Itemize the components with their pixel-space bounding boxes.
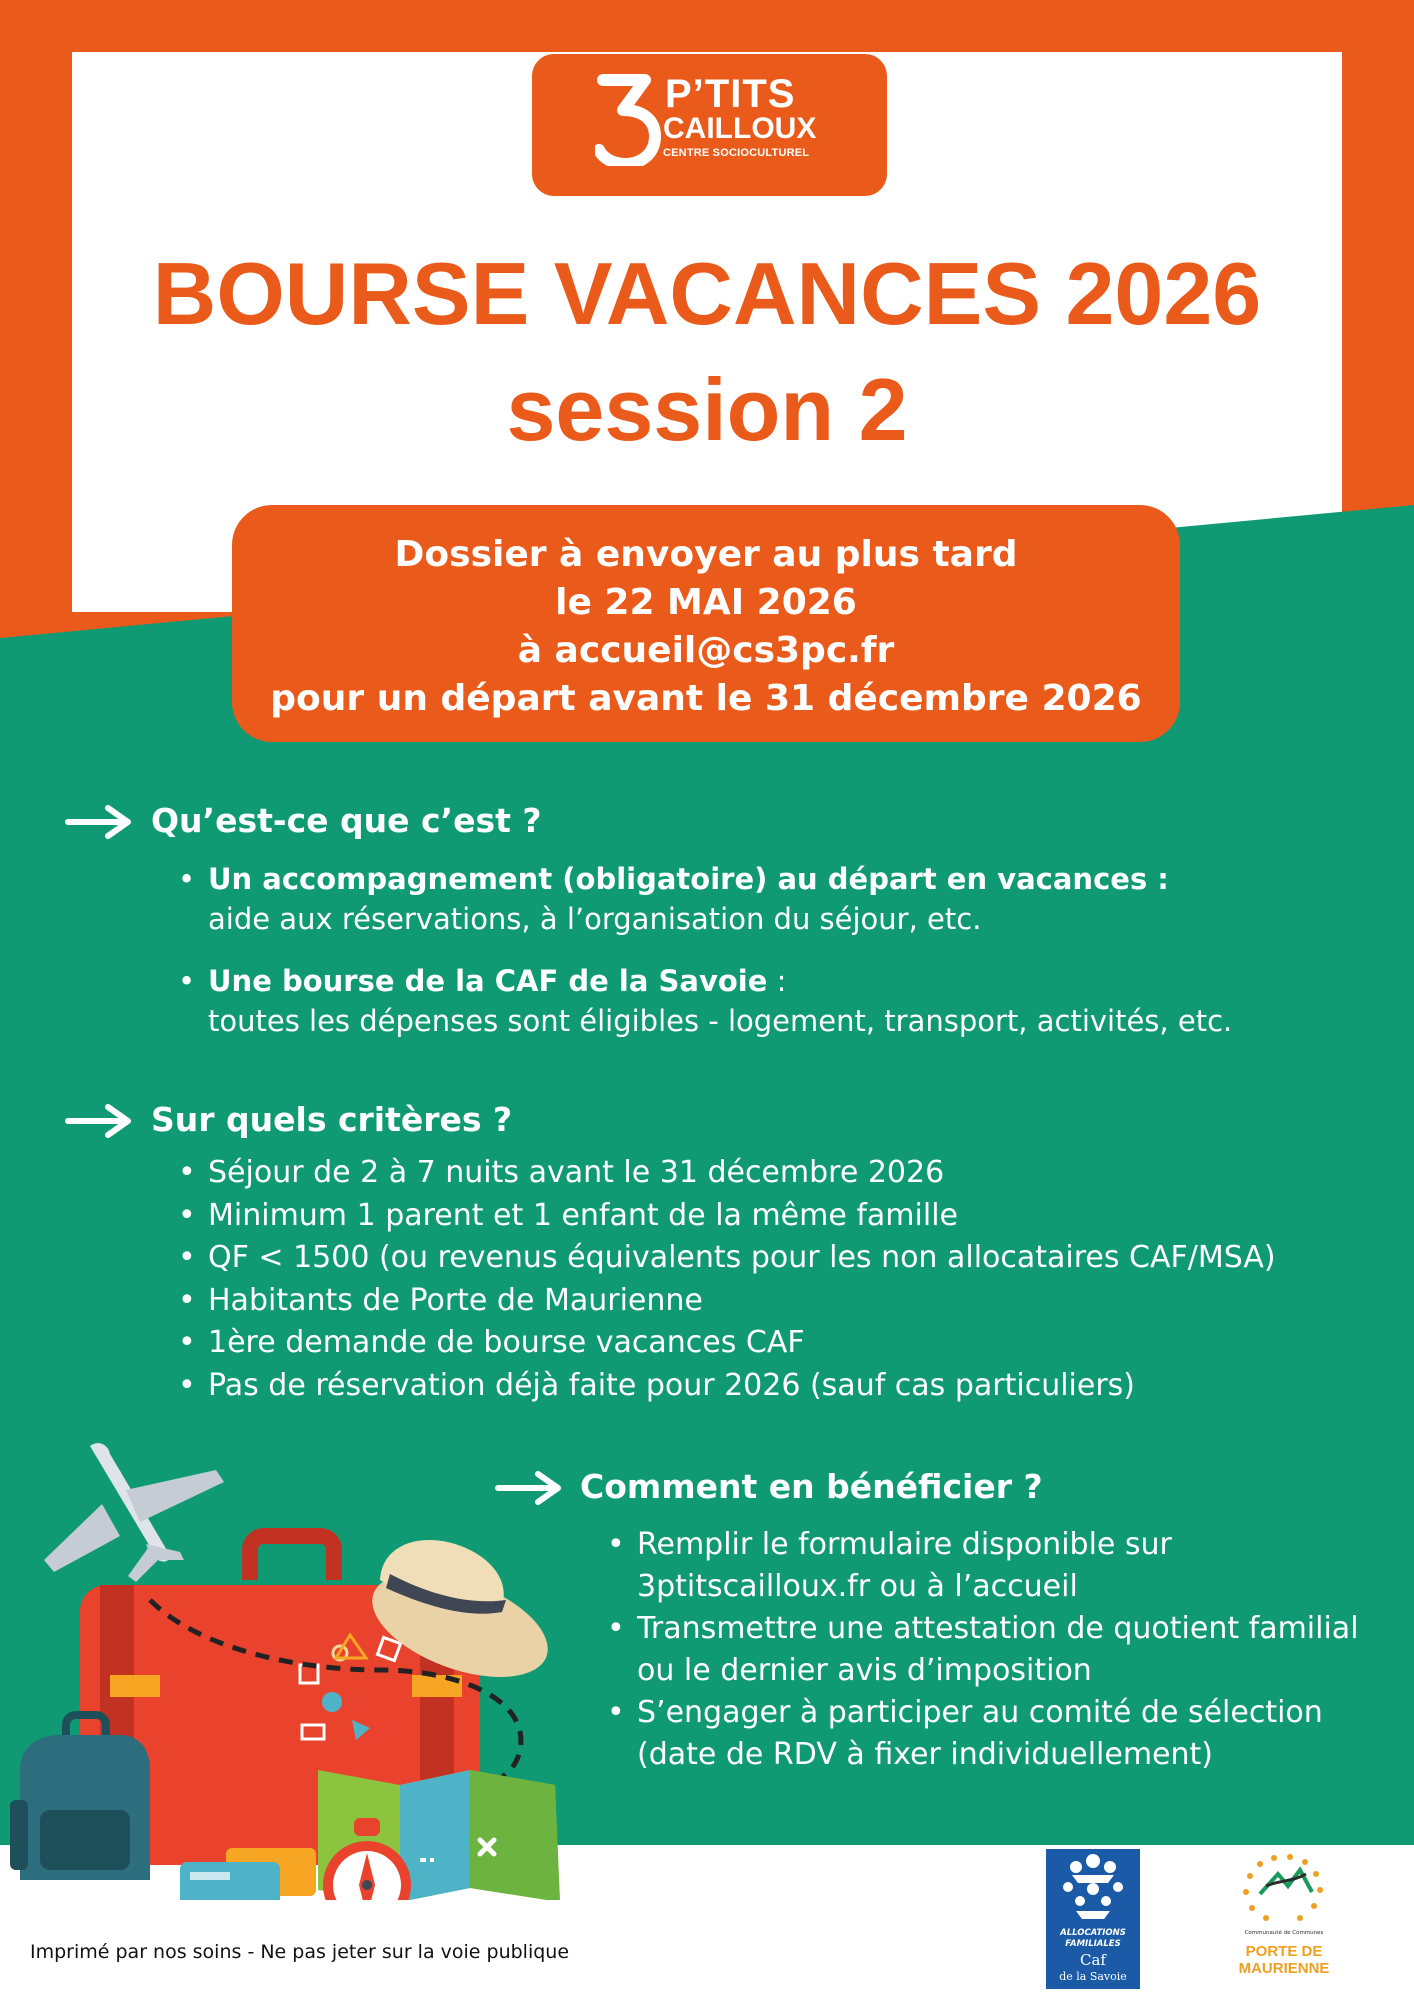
deadline-date: le 22 MAI 2026 (555, 582, 857, 623)
item-suffix: : (767, 964, 787, 998)
item-detail: aide aux réservations, à l’organisation du séjour, etc. (208, 902, 982, 936)
deadline-line: pour un départ avant le 31 décembre 2026 (270, 678, 1142, 719)
travel-luggage-illustration (0, 1440, 560, 1900)
pm-caption: Communauté de Communes (1244, 1930, 1324, 1936)
criteria-list (178, 1152, 1378, 1407)
list-item (178, 961, 1378, 1041)
list-item: • 1ère demande de bourse vacances CAF (178, 1322, 1378, 1365)
caf-line: FAMILIALES (1065, 1939, 1121, 1949)
pm-title: PORTE DE (1245, 1943, 1323, 1960)
list-item: • S’engager à participer au comité de sélection (date de RDV à fixer individuellement) (607, 1692, 1367, 1776)
deadline-box (232, 505, 1180, 742)
item-lead: Un accompagnement (obligatoire) au départ en vacances (208, 862, 1148, 896)
section-heading-how: Comment en bénéficier ? (580, 1467, 1043, 1506)
caf-family-icon (1046, 1849, 1140, 1927)
list-item: • QF < 1500 (ou revenus équivalents pour les non allocataires CAF/MSA) (178, 1237, 1378, 1280)
caf-line: ALLOCATIONS (1060, 1928, 1126, 1938)
caf-text (1046, 1928, 1140, 1950)
pm-title: MAURIENNE (1238, 1960, 1330, 1977)
list-item: • Remplir le formulaire disponible sur 3ptitscailloux.fr ou à l’accueil (607, 1524, 1367, 1608)
page-title: BOURSE VACANCES 2026 (152, 244, 1262, 343)
list-item (178, 859, 1378, 939)
list-item: • Séjour de 2 à 7 nuits avant le 31 décembre 2026 (178, 1152, 1378, 1195)
airplane-icon (44, 1443, 224, 1582)
right-arrow-icon (64, 804, 136, 840)
porte-de-maurienne-emblem (1230, 1852, 1338, 1932)
page-subtitle: session 2 (506, 360, 908, 459)
logo-title: P’TITS (665, 72, 796, 116)
what-list (178, 859, 1378, 1041)
item-lead: Une bourse de la CAF de la Savoie (208, 964, 768, 998)
footer-note: Imprimé par nos soins - Ne pas jeter sur la voie publique (30, 1941, 570, 1963)
caf-name: Caf (1080, 1951, 1106, 1969)
right-arrow-icon (64, 1103, 136, 1139)
caf-region: de la Savoie (1059, 1970, 1127, 1983)
item-suffix: : (1147, 862, 1169, 896)
list-item: • Transmettre une attestation de quotient familial ou le dernier avis d’imposition (607, 1608, 1367, 1692)
deadline-line: Dossier à envoyer au plus tard (394, 534, 1018, 575)
deadline-email: à accueil@cs3pc.fr (517, 630, 895, 671)
backpack-icon (10, 1715, 150, 1880)
list-item: • Habitants de Porte de Maurienne (178, 1280, 1378, 1323)
logo-tagline: CENTRE SOCIOCULTUREL (663, 147, 810, 159)
item-detail: toutes les dépenses sont éligibles - logement, transport, activités, etc. (208, 1004, 1233, 1038)
logo-number-mark (595, 70, 661, 166)
how-list (607, 1524, 1367, 1776)
section-heading-criteria: Sur quels critères ? (151, 1100, 513, 1139)
logo-subtitle: CAILLOUX (663, 112, 817, 145)
list-item: • Pas de réservation déjà faite pour 2026 (sauf cas particuliers) (178, 1365, 1378, 1408)
list-item: • Minimum 1 parent et 1 enfant de la même famille (178, 1195, 1378, 1238)
section-heading-what: Qu’est-ce que c’est ? (151, 801, 542, 840)
